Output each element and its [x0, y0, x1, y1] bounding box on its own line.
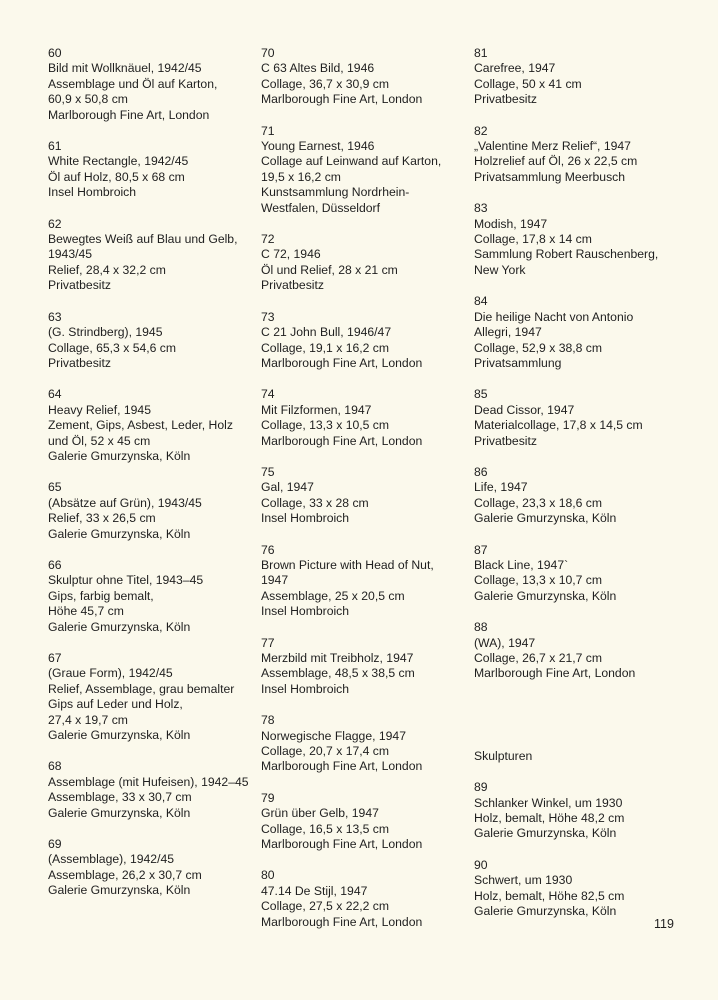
entry-detail: Insel Hombroich: [261, 511, 350, 526]
catalog-entry: [261, 636, 461, 698]
entry-detail: Privatbesitz: [48, 278, 111, 293]
entry-detail: Galerie Gmurzynska, Köln: [48, 728, 191, 743]
entry-title: Carefree, 1947: [474, 61, 556, 76]
entry-title: C 21 John Bull, 1946/47: [261, 325, 392, 340]
entry-title: „Valentine Merz Relief“, 1947: [474, 139, 631, 154]
entry-detail: Galerie Gmurzynska, Köln: [48, 526, 191, 541]
entry-detail: Privatbesitz: [261, 278, 324, 293]
entry-detail: New York: [474, 262, 526, 277]
entry-detail: Collage, 26,7 x 21,7 cm: [474, 651, 603, 665]
entry-detail: Höhe 45,7 cm: [48, 604, 124, 619]
entry-title: Black Line, 1947`: [474, 557, 569, 572]
entry-number: 83: [474, 201, 488, 216]
catalog-entry: [261, 310, 461, 372]
entry-detail: Zement, Gips, Asbest, Leder, Holz: [48, 418, 233, 433]
entry-detail: 1943/45: [48, 247, 93, 262]
entry-title: (WA), 1947: [474, 635, 536, 650]
entry-title: Bewegtes Weiß auf Blau und Gelb,: [48, 232, 238, 247]
entry-number: 67: [48, 651, 62, 665]
entry-detail: Marlborough Fine Art, London: [261, 759, 423, 774]
catalog-entry: [48, 139, 248, 201]
entry-number: 71: [261, 123, 275, 138]
entry-detail: Marlborough Fine Art, London: [474, 666, 636, 681]
entry-detail: Galerie Gmurzynska, Köln: [474, 511, 617, 526]
entry-detail: Assemblage und Öl auf Karton,: [48, 76, 218, 91]
entry-detail: Assemblage, 25 x 20,5 cm: [261, 588, 405, 603]
entry-detail: Galerie Gmurzynska, Köln: [48, 448, 191, 463]
entry-number: 90: [474, 857, 488, 872]
entry-detail: Collage, 17,8 x 14 cm: [474, 232, 592, 247]
catalog-entry: [261, 387, 461, 449]
entry-title: C 63 Altes Bild, 1946: [261, 61, 375, 76]
entry-title: Mit Filzformen, 1947: [261, 402, 372, 417]
entry-detail: Collage, 36,7 x 30,9 cm: [261, 76, 390, 91]
page-number: 119: [654, 917, 674, 931]
catalog-entry: [48, 837, 248, 899]
catalog-entry: [474, 201, 694, 278]
entry-number: 60: [48, 46, 62, 60]
entry-detail: Collage, 20,7 x 17,4 cm: [261, 744, 390, 759]
catalog-entry: [261, 124, 461, 216]
entry-title: Merzbild mit Treibholz, 1947: [261, 651, 414, 665]
entry-detail: Privatbesitz: [474, 433, 537, 448]
entry-detail: Collage, 13,3 x 10,7 cm: [474, 573, 603, 588]
entry-detail: Collage, 27,5 x 22,2 cm: [261, 899, 390, 914]
entry-detail: 19,5 x 16,2 cm: [261, 169, 341, 184]
entry-number: 65: [48, 480, 62, 495]
entry-title: (Graue Form), 1942/45: [48, 666, 173, 681]
entry-detail: Collage, 16,5 x 13,5 cm: [261, 821, 390, 836]
entry-detail: Privatsammlung: [474, 355, 562, 370]
entry-detail: Galerie Gmurzynska, Köln: [48, 883, 191, 898]
catalog-entry: [474, 620, 694, 682]
entry-number: 84: [474, 294, 488, 309]
entry-detail: Collage, 19,1 x 16,2 cm: [261, 340, 390, 355]
entry-detail: Privatbesitz: [48, 355, 111, 370]
entry-title: White Rectangle, 1942/45: [48, 154, 189, 169]
entry-detail: Collage, 50 x 41 cm: [474, 76, 582, 91]
entry-detail: Privatbesitz: [474, 92, 537, 107]
entry-number: 78: [261, 713, 275, 728]
entry-detail: Holz, bemalt, Höhe 82,5 cm: [474, 888, 625, 903]
entry-title: Skulptur ohne Titel, 1943–45: [48, 573, 204, 588]
catalog-entry: [261, 713, 461, 775]
entry-number: 79: [261, 790, 275, 805]
entry-detail: Westfalen, Düsseldorf: [261, 200, 380, 215]
entry-title: Modish, 1947: [474, 216, 548, 231]
entry-detail: Relief, 33 x 26,5 cm: [48, 511, 156, 526]
entry-number: 89: [474, 780, 488, 795]
entry-detail: Marlborough Fine Art, London: [261, 92, 423, 107]
entry-number: 75: [261, 464, 275, 479]
entry-title: (Absätze auf Grün), 1943/45: [48, 495, 202, 510]
entry-detail: Gips, farbig bemalt,: [48, 588, 154, 603]
entry-detail: Insel Hombroich: [261, 604, 350, 619]
entry-detail: Marlborough Fine Art, London: [261, 355, 423, 370]
catalog-entry: [474, 124, 694, 186]
entry-detail: Holzrelief auf Öl, 26 x 22,5 cm: [474, 154, 638, 169]
catalog-entry: [48, 217, 248, 294]
catalog-column-3: [474, 46, 694, 935]
entry-detail: Privatsammlung Meerbusch: [474, 169, 626, 184]
entry-detail: Insel Hombroich: [48, 185, 137, 200]
entry-title: Norwegische Flagge, 1947: [261, 728, 406, 743]
entry-number: 86: [474, 464, 488, 479]
section-heading-skulpturen: Skulpturen: [474, 748, 533, 763]
entry-number: 69: [48, 837, 62, 852]
catalog-entry: [261, 868, 461, 930]
entry-detail: 27,4 x 19,7 cm: [48, 712, 128, 727]
entry-detail: Relief, Assemblage, grau bemalter: [48, 681, 235, 696]
entry-title: Gal, 1947: [261, 480, 314, 495]
entry-title: Assemblage (mit Hufeisen), 1942–45: [48, 774, 249, 789]
entry-detail: Galerie Gmurzynska, Köln: [474, 826, 617, 841]
catalog-entry: [474, 858, 694, 920]
entry-number: 64: [48, 387, 62, 402]
entry-detail: Collage auf Leinwand auf Karton,: [261, 154, 442, 169]
entry-title: Brown Picture with Head of Nut,: [261, 557, 434, 572]
entry-detail: Assemblage, 33 x 30,7 cm: [48, 790, 192, 805]
entry-title: Schlanker Winkel, um 1930: [474, 795, 623, 810]
entry-title: (Assemblage), 1942/45: [48, 852, 175, 867]
catalog-entry: [48, 46, 248, 123]
entry-number: 72: [261, 232, 275, 247]
entry-detail: Galerie Gmurzynska, Köln: [474, 904, 617, 919]
entry-title: Die heilige Nacht von Antonio: [474, 309, 634, 324]
entry-detail: 1947: [261, 573, 289, 588]
catalog-entry: [261, 543, 461, 620]
entry-number: 63: [48, 309, 62, 324]
catalog-entry: [474, 465, 694, 527]
entry-title: Schwert, um 1930: [474, 873, 573, 888]
entry-detail: Öl und Relief, 28 x 21 cm: [261, 262, 398, 277]
entry-number: 74: [261, 387, 275, 402]
entry-number: 82: [474, 123, 488, 138]
entry-detail: Relief, 28,4 x 32,2 cm: [48, 262, 166, 277]
catalog-column-2: [261, 46, 461, 946]
entry-detail: Öl auf Holz, 80,5 x 68 cm: [48, 169, 185, 184]
catalog-entry: [261, 791, 461, 853]
entry-detail: und Öl, 52 x 45 cm: [48, 433, 151, 448]
entry-detail: Assemblage, 26,2 x 30,7 cm: [48, 867, 202, 882]
catalog-entry: [48, 387, 248, 464]
column-3-entries: [474, 46, 694, 682]
entry-detail: 60,9 x 50,8 cm: [48, 92, 128, 107]
entry-number: 77: [261, 635, 275, 650]
entry-number: 62: [48, 216, 62, 231]
entry-number: 88: [474, 620, 488, 635]
entry-number: 80: [261, 868, 275, 883]
entry-detail: Marlborough Fine Art, London: [261, 837, 423, 852]
entry-detail: Collage, 52,9 x 38,8 cm: [474, 340, 603, 355]
catalog-entry: [48, 759, 248, 821]
entry-number: 61: [48, 139, 62, 154]
catalog-column-1: [48, 46, 248, 915]
entry-detail: Allegri, 1947: [474, 325, 542, 340]
entry-number: 66: [48, 557, 62, 572]
catalog-entry: [261, 232, 461, 294]
skulpturen-entries: [474, 780, 694, 919]
entry-detail: Holz, bemalt, Höhe 48,2 cm: [474, 811, 625, 826]
entry-detail: Marlborough Fine Art, London: [261, 914, 423, 929]
entry-detail: Collage, 33 x 28 cm: [261, 495, 369, 510]
catalog-entry: [474, 543, 694, 605]
entry-title: Life, 1947: [474, 480, 528, 495]
catalog-entry: [261, 46, 461, 108]
entry-number: 76: [261, 542, 275, 557]
entry-detail: Gips auf Leder und Holz,: [48, 697, 183, 712]
catalog-entry: [48, 558, 248, 635]
entry-number: 68: [48, 759, 62, 774]
entry-detail: Marlborough Fine Art, London: [48, 107, 210, 122]
entry-detail: Materialcollage, 17,8 x 14,5 cm: [474, 418, 643, 433]
entry-title: Bild mit Wollknäuel, 1942/45: [48, 61, 202, 76]
entry-number: 85: [474, 387, 488, 402]
catalog-entry: [48, 480, 248, 542]
catalog-entry: [261, 465, 461, 527]
catalog-entry: [474, 387, 694, 449]
entry-detail: Insel Hombroich: [261, 681, 350, 696]
entry-title: C 72, 1946: [261, 247, 321, 262]
catalog-entry: [474, 294, 694, 371]
entry-title: 47.14 De Stijl, 1947: [261, 883, 368, 898]
entry-number: 73: [261, 309, 275, 324]
catalog-entry: [48, 310, 248, 372]
entry-detail: Kunstsammlung Nordrhein-: [261, 185, 410, 200]
entry-detail: Marlborough Fine Art, London: [261, 433, 423, 448]
entry-detail: Galerie Gmurzynska, Köln: [474, 588, 617, 603]
entry-title: (G. Strindberg), 1945: [48, 325, 163, 340]
entry-detail: Galerie Gmurzynska, Köln: [48, 619, 191, 634]
catalog-entry: [48, 651, 248, 743]
entry-title: Young Earnest, 1946: [261, 139, 375, 154]
entry-title: Dead Cissor, 1947: [474, 402, 575, 417]
entry-detail: Collage, 13,3 x 10,5 cm: [261, 418, 390, 433]
catalog-entry: [474, 46, 694, 108]
entry-number: 70: [261, 46, 275, 60]
entry-detail: Galerie Gmurzynska, Köln: [48, 805, 191, 820]
entry-detail: Sammlung Robert Rauschenberg,: [474, 247, 659, 262]
entry-title: Grün über Gelb, 1947: [261, 806, 379, 821]
entry-detail: Assemblage, 48,5 x 38,5 cm: [261, 666, 415, 681]
catalog-entry: [474, 780, 694, 842]
entry-detail: Collage, 65,3 x 54,6 cm: [48, 340, 177, 355]
entry-title: Heavy Relief, 1945: [48, 402, 151, 417]
entry-number: 87: [474, 542, 488, 557]
section-spacer: [474, 698, 694, 749]
entry-number: 81: [474, 46, 488, 60]
entry-detail: Collage, 23,3 x 18,6 cm: [474, 495, 603, 510]
